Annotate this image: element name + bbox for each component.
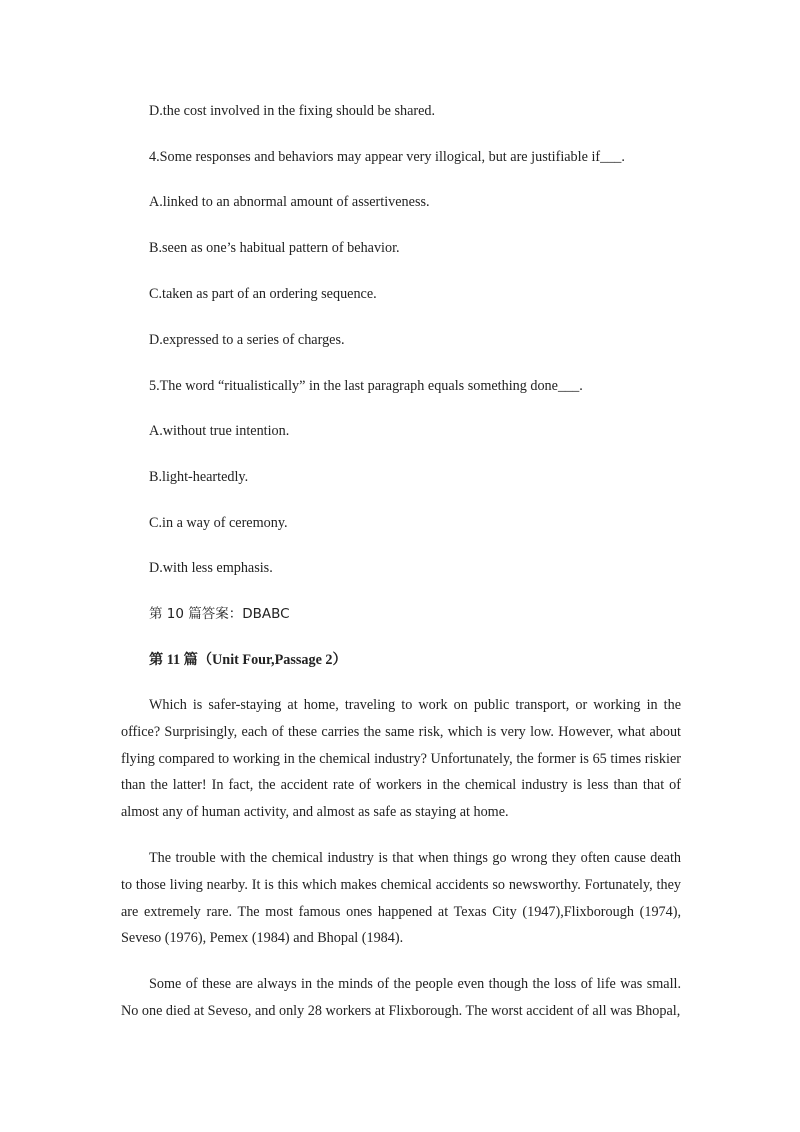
question-5-option-c: C.in a way of ceremony.: [149, 515, 288, 531]
question-4-option-b: B.seen as one’s habitual pattern of behavior.: [149, 240, 400, 256]
question-4-option-d: D.expressed to a series of charges.: [149, 332, 345, 348]
passage-paragraph-2: The trouble with the chemical industry is that when things go wrong they often cause death to those living nearby. It is this which makes chemical accidents so newsworthy. Fortunately, they are extremely rare. The most famous ones happened at Texas City (1947),Flixborough (1974), Seveso (1976), Pemex (1984) and Bhopal (1984).: [121, 850, 681, 947]
question-4-option-c: C.taken as part of an ordering sequence.: [149, 286, 377, 302]
question-5-option-a: A.without true intention.: [149, 423, 290, 439]
section-heading: 第 11 篇（Unit Four,Passage 2）: [149, 652, 347, 668]
question-4: 4.Some responses and behaviors may appear very illogical, but are justifiable if___.: [149, 149, 625, 165]
question-option-3d: D.the cost involved in the fixing should be shared.: [149, 103, 436, 119]
question-5-option-b: B.light-heartedly.: [149, 469, 249, 485]
passage-paragraph-3: Some of these are always in the minds of the people even though the loss of life was small. No one died at Seveso, and only 28 workers at Flixborough. The worst accident of all was Bhopal,: [121, 976, 681, 1019]
question-5-option-d: D.with less emphasis.: [149, 560, 273, 576]
question-4-option-a: A.linked to an abnormal amount of assertiveness.: [149, 194, 430, 210]
question-5: 5.The word “ritualistically” in the last paragraph equals something done___.: [149, 378, 583, 394]
answer-key: 第 10 篇答案：DBABC: [149, 606, 290, 622]
passage-paragraph-1: Which is safer-staying at home, traveling to work on public transport, or working in the office? Surprisingly, each of these carries the same risk, which is very low. However, what about flying compared to working in the chemical industry? Unfortunately, the former is 65 times riskier than the latter! In fact, the accident rate of workers in the chemical industry is less than that of almost any of human activity, and almost as safe as staying at home.: [121, 697, 681, 821]
